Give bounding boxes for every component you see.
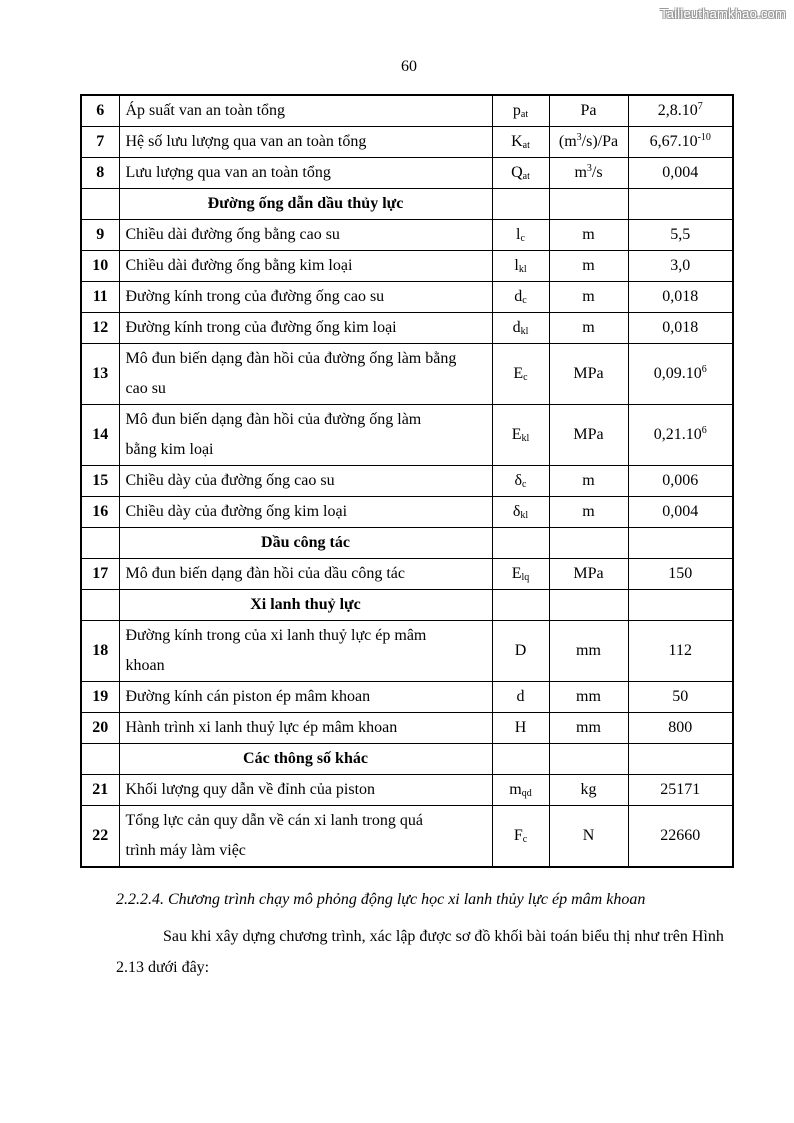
symbol: [492, 775, 549, 806]
symbol-main: l: [516, 226, 521, 243]
body-paragraph: Sau khi xây dựng chương trình, xác lập được sơ đồ khối bài toán biểu thị như trên Hình 2.13 dưới đây:: [116, 928, 724, 976]
symbol: [492, 127, 549, 158]
unit-superscript: 3: [576, 132, 582, 143]
unit: [549, 806, 628, 868]
parameter-description: Hành trình xi lanh thuỷ lực ép mâm khoan: [119, 713, 492, 744]
value-exponent: -10: [697, 132, 711, 143]
unit-main: m: [582, 472, 595, 489]
symbol-main: p: [512, 102, 521, 119]
description-line: Mô đun biến dạng đàn hồi của đường ống làm bằng: [125, 350, 457, 367]
symbol-subscript: at: [522, 171, 530, 182]
value-main: 0,018: [662, 288, 699, 305]
unit: [549, 405, 628, 466]
symbol-subscript: c: [520, 233, 525, 244]
table-row: [81, 220, 733, 251]
unit: [549, 682, 628, 713]
parameter-description: Đường kính cán piston ép mâm khoan: [119, 682, 492, 713]
value-main: 6,67.10: [649, 133, 698, 150]
parameter-description: Hệ số lưu lượng qua van an toàn tổng: [119, 127, 492, 158]
value: [628, 466, 733, 497]
unit: [549, 313, 628, 344]
parameter-description: Áp suất van an toàn tổng: [119, 95, 492, 127]
section-title: Xi lanh thuỷ lực: [119, 590, 492, 621]
unit-main: m: [582, 503, 595, 520]
parameter-description: Đường kính trong của đường ống cao su: [119, 282, 492, 313]
parameter-description: Đường kính trong của đường ống kim loại: [119, 313, 492, 344]
symbol-main: δ: [512, 503, 521, 520]
unit-main: m: [574, 164, 587, 181]
value-main: 0,006: [662, 472, 699, 489]
row-number: 9: [81, 220, 119, 251]
unit-superscript: 3: [586, 163, 592, 174]
symbol-subscript: at: [520, 109, 529, 120]
parameter-description: Chiều dài đường ống bằng kim loại: [119, 251, 492, 282]
section-row: [81, 590, 733, 621]
table-row: [81, 775, 733, 806]
section-row: [81, 189, 733, 220]
symbol: [492, 466, 549, 497]
parameter-description: Khối lượng quy dẫn về đỉnh của piston: [119, 775, 492, 806]
unit-main: m: [582, 257, 595, 274]
description-line: Mô đun biến dạng đàn hồi của đường ống làm: [125, 411, 422, 428]
table-row: [81, 405, 733, 466]
symbol-main: E: [513, 365, 524, 382]
unit: [549, 590, 628, 621]
row-number: [81, 744, 119, 775]
symbol-subscript: qd: [521, 788, 532, 799]
unit-main: Pa: [580, 102, 597, 119]
row-number: 8: [81, 158, 119, 189]
value: [628, 127, 733, 158]
symbol-main: l: [514, 257, 519, 274]
row-number: 12: [81, 313, 119, 344]
unit-main: MPa: [573, 365, 604, 382]
row-number: 19: [81, 682, 119, 713]
parameter-table: [80, 94, 734, 868]
value: [628, 282, 733, 313]
table-row: [81, 127, 733, 158]
table-row: [81, 466, 733, 497]
value: [628, 497, 733, 528]
symbol: [492, 251, 549, 282]
unit: [549, 713, 628, 744]
section-subheading: 2.2.2.4. Chương trình chạy mô phỏng động lực học xi lanh thủy lực ép mâm khoan: [116, 891, 646, 908]
unit-main: m: [582, 288, 595, 305]
row-number: 22: [81, 806, 119, 868]
symbol: [492, 282, 549, 313]
value: [628, 158, 733, 189]
symbol: [492, 713, 549, 744]
description-line: bằng kim loại: [125, 441, 214, 458]
unit-suffix: /s: [591, 164, 603, 181]
unit-main: mm: [576, 642, 601, 659]
value-exponent: 7: [697, 101, 703, 112]
symbol: [492, 806, 549, 868]
parameter-description: [119, 621, 492, 682]
value-main: 50: [672, 688, 689, 705]
unit-main: N: [582, 827, 595, 844]
unit: [549, 282, 628, 313]
symbol: [492, 344, 549, 405]
parameter-description: Chiều dày của đường ống kim loại: [119, 497, 492, 528]
description-line: trình máy làm việc: [125, 842, 246, 859]
section-title: Dầu công tác: [119, 528, 492, 559]
value-main: 0,09.10: [653, 365, 702, 382]
symbol-main: H: [514, 719, 527, 736]
symbol-main: d: [512, 319, 521, 336]
watermark: Tailieuthamkhao.com: [660, 6, 786, 21]
value-main: 3,0: [670, 257, 691, 274]
value-main: 5,5: [670, 226, 691, 243]
unit-main: m: [582, 226, 595, 243]
table-row: [81, 251, 733, 282]
unit: [549, 466, 628, 497]
symbol: [492, 559, 549, 590]
table-row: [81, 682, 733, 713]
value: [628, 405, 733, 466]
unit: [549, 528, 628, 559]
symbol-main: d: [514, 288, 523, 305]
symbol-main: D: [514, 642, 527, 659]
value-main: 22660: [660, 827, 701, 844]
row-number: 11: [81, 282, 119, 313]
value-main: 112: [668, 642, 692, 659]
symbol: [492, 744, 549, 775]
symbol: [492, 528, 549, 559]
symbol: [492, 682, 549, 713]
symbol-main: E: [511, 426, 522, 443]
symbol: [492, 621, 549, 682]
unit: [549, 189, 628, 220]
unit: [549, 158, 628, 189]
parameter-description: Chiều dày của đường ống cao su: [119, 466, 492, 497]
unit-main: MPa: [573, 426, 604, 443]
value: [628, 713, 733, 744]
table-row: [81, 713, 733, 744]
symbol-main: F: [513, 827, 523, 844]
row-number: 13: [81, 344, 119, 405]
symbol-subscript: c: [522, 479, 527, 490]
section-row: [81, 744, 733, 775]
value: [628, 621, 733, 682]
unit-suffix: /s)/Pa: [581, 133, 619, 150]
symbol: [492, 158, 549, 189]
row-number: 7: [81, 127, 119, 158]
description-line: khoan: [125, 657, 165, 674]
unit-main: (m: [558, 133, 577, 150]
parameter-description: [119, 806, 492, 868]
description-line: Tổng lực cản quy dẫn về cán xi lanh trong quá: [125, 812, 423, 829]
unit: [549, 127, 628, 158]
unit: [549, 621, 628, 682]
parameter-description: [119, 405, 492, 466]
value-exponent: 6: [701, 425, 707, 436]
value: [628, 775, 733, 806]
symbol-subscript: kl: [521, 433, 530, 444]
symbol-main: d: [516, 688, 525, 705]
symbol-subscript: at: [522, 140, 530, 151]
table-row: [81, 559, 733, 590]
unit-main: mm: [576, 688, 601, 705]
table-row: [81, 806, 733, 868]
unit: [549, 497, 628, 528]
table-row: [81, 621, 733, 682]
unit-main: MPa: [573, 565, 604, 582]
symbol-subscript: kl: [518, 264, 527, 275]
row-number: [81, 189, 119, 220]
description-line: cao su: [125, 380, 166, 397]
symbol-subscript: c: [523, 372, 528, 383]
value: [628, 806, 733, 868]
row-number: 14: [81, 405, 119, 466]
parameter-description: [119, 344, 492, 405]
row-number: 17: [81, 559, 119, 590]
value: [628, 559, 733, 590]
row-number: 10: [81, 251, 119, 282]
value-main: 25171: [660, 781, 701, 798]
parameter-description: Mô đun biến dạng đàn hồi của dầu công tác: [119, 559, 492, 590]
row-number: 18: [81, 621, 119, 682]
value-exponent: 6: [701, 364, 707, 375]
value: [628, 95, 733, 127]
value-main: 0,004: [662, 503, 699, 520]
value: [628, 528, 733, 559]
value: [628, 251, 733, 282]
row-number: 16: [81, 497, 119, 528]
unit: [549, 744, 628, 775]
row-number: 21: [81, 775, 119, 806]
parameter-description: Chiều dài đường ống bằng cao su: [119, 220, 492, 251]
row-number: 15: [81, 466, 119, 497]
unit-main: kg: [580, 781, 597, 798]
table-row: [81, 95, 733, 127]
value: [628, 189, 733, 220]
table-row: [81, 497, 733, 528]
value-main: 800: [668, 719, 693, 736]
value: [628, 313, 733, 344]
symbol: [492, 189, 549, 220]
symbol-main: K: [511, 133, 523, 150]
symbol-subscript: c: [522, 834, 528, 845]
table-row: [81, 282, 733, 313]
value-main: 0,21.10: [653, 426, 702, 443]
unit: [549, 775, 628, 806]
value-main: 0,004: [662, 164, 699, 181]
symbol-main: Q: [511, 164, 523, 181]
table-row: [81, 344, 733, 405]
unit: [549, 559, 628, 590]
value-main: 0,018: [662, 319, 699, 336]
symbol: [492, 590, 549, 621]
symbol-subscript: kl: [520, 326, 529, 337]
value-main: 150: [668, 565, 693, 582]
unit: [549, 251, 628, 282]
symbol: [492, 497, 549, 528]
row-number: 20: [81, 713, 119, 744]
symbol-subscript: kl: [520, 510, 529, 521]
value: [628, 590, 733, 621]
symbol-main: E: [511, 565, 522, 582]
value-main: 2,8.10: [657, 102, 698, 119]
value: [628, 744, 733, 775]
value: [628, 220, 733, 251]
unit-main: m: [582, 319, 595, 336]
symbol-subscript: lq: [521, 572, 530, 583]
row-number: 6: [81, 95, 119, 127]
description-line: Đường kính trong của xi lanh thuỷ lực ép mâm: [125, 627, 427, 644]
value: [628, 344, 733, 405]
page-number: 60: [401, 58, 417, 75]
symbol: [492, 220, 549, 251]
row-number: [81, 528, 119, 559]
symbol: [492, 313, 549, 344]
parameter-description: Lưu lượng qua van an toàn tổng: [119, 158, 492, 189]
value: [628, 682, 733, 713]
table-row: [81, 158, 733, 189]
unit: [549, 220, 628, 251]
section-title: Các thông số khác: [119, 744, 492, 775]
section-title: Đường ống dẫn dầu thủy lực: [119, 189, 492, 220]
symbol: [492, 405, 549, 466]
table-row: [81, 313, 733, 344]
symbol-subscript: c: [522, 295, 527, 306]
symbol-main: δ: [514, 472, 523, 489]
unit: [549, 344, 628, 405]
unit: [549, 95, 628, 127]
section-row: [81, 528, 733, 559]
row-number: [81, 590, 119, 621]
symbol: [492, 95, 549, 127]
unit-main: mm: [576, 719, 601, 736]
symbol-main: m: [509, 781, 522, 798]
